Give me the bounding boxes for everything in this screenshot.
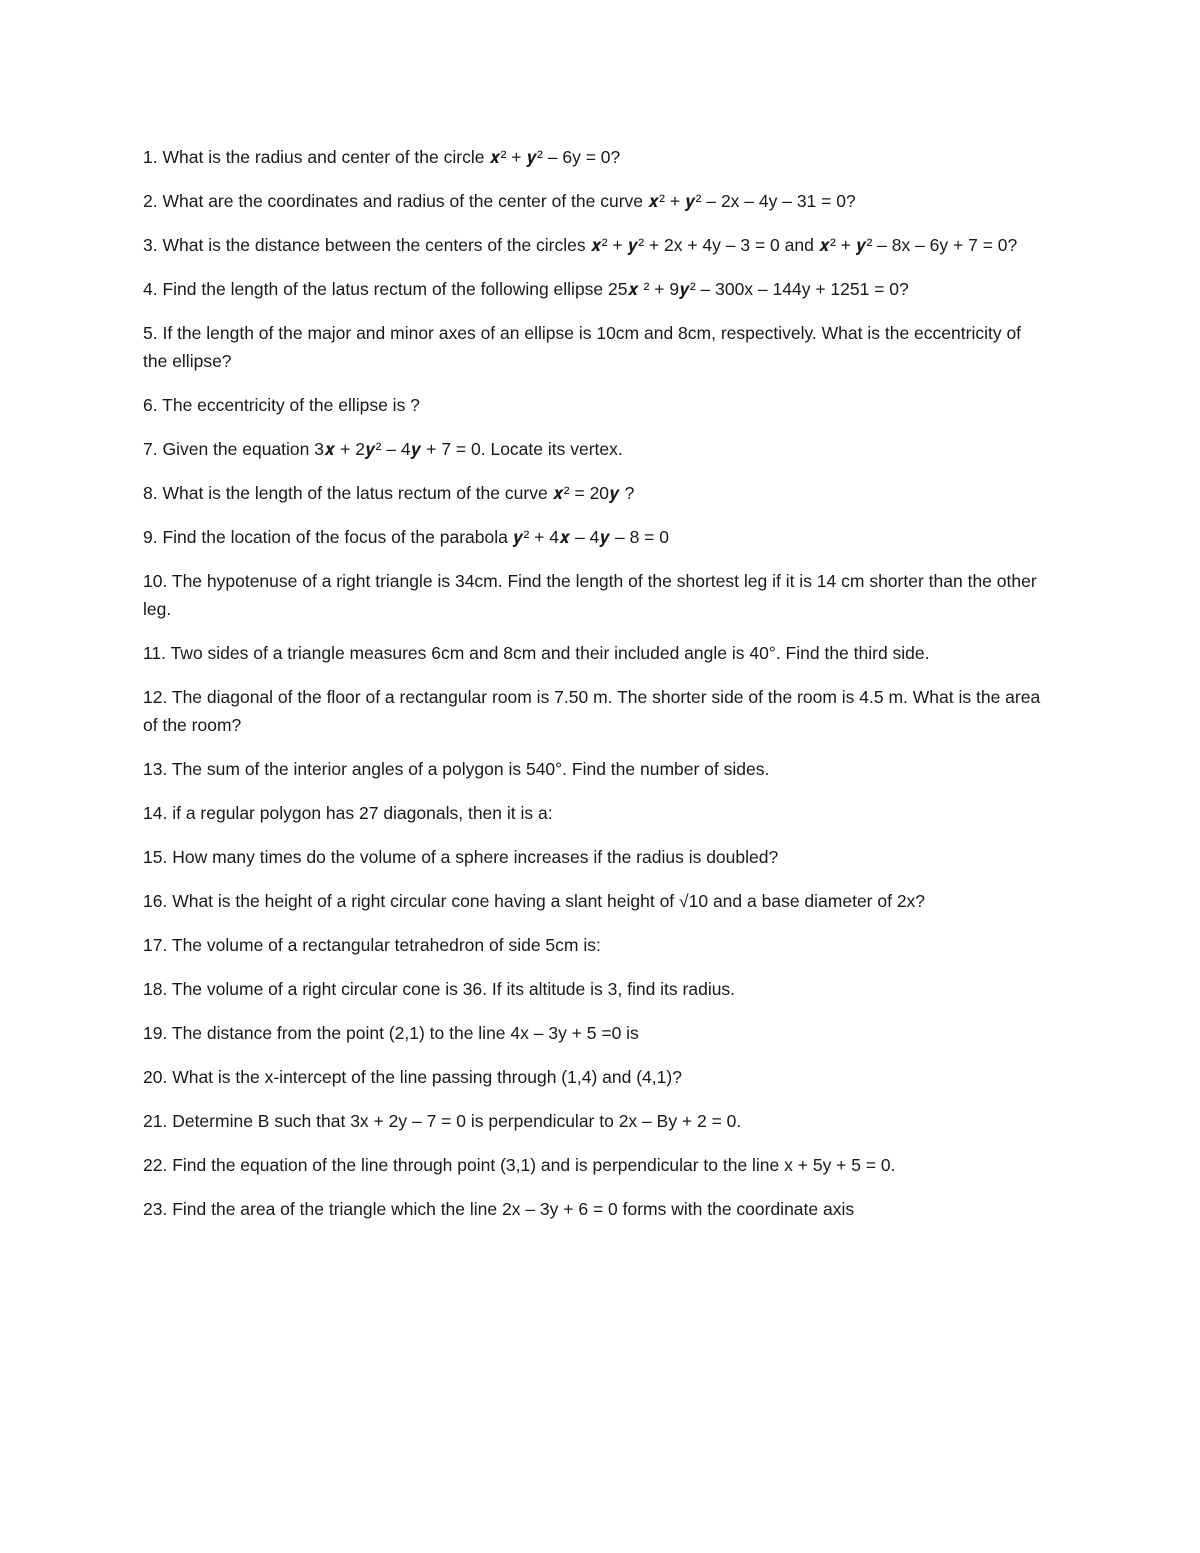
question-number: 4. xyxy=(143,279,158,299)
question-number: 7. xyxy=(143,439,158,459)
question-text: How many times do the volume of a sphere increases if the radius is doubled? xyxy=(172,847,779,867)
question-number: 18. xyxy=(143,979,168,999)
question-text: What is the height of a right circular cone having a slant height of √10 and a base diameter of 2x? xyxy=(172,891,926,911)
question-item xyxy=(143,479,1048,507)
question-text: What is the x-intercept of the line passing through (1,4) and (4,1)? xyxy=(172,1067,682,1087)
question-item xyxy=(143,143,1048,171)
question-text: The eccentricity of the ellipse is ? xyxy=(162,395,420,415)
question-number: 16. xyxy=(143,891,168,911)
question-text: What are the coordinates and radius of the center of the curve 𝒙² + 𝒚² – 2x – 4y – 31 = 0? xyxy=(162,191,856,211)
question-number: 13. xyxy=(143,759,168,779)
question-item xyxy=(143,231,1048,259)
question-text: The hypotenuse of a right triangle is 34cm. Find the length of the shortest leg if it is 14 cm shorter than the other leg. xyxy=(143,571,1037,619)
question-text: What is the length of the latus rectum of the curve 𝒙² = 20𝒚 ? xyxy=(162,483,635,503)
question-number: 10. xyxy=(143,571,168,591)
question-text: The volume of a rectangular tetrahedron of side 5cm is: xyxy=(171,935,601,955)
question-list xyxy=(143,143,1048,1239)
question-item xyxy=(143,275,1048,303)
question-text: What is the radius and center of the circle 𝒙² + 𝒚² – 6y = 0? xyxy=(162,147,621,167)
question-number: 6. xyxy=(143,395,158,415)
question-text: What is the distance between the centers of the circles 𝒙² + 𝒚² + 2x + 4y – 3 = 0 and 𝒙² + 𝒚² – 8x – 6y + 7 = 0? xyxy=(162,235,1018,255)
question-item xyxy=(143,435,1048,463)
question-item xyxy=(143,523,1048,551)
question-text: if a regular polygon has 27 diagonals, then it is a: xyxy=(172,803,553,823)
question-text: The volume of a right circular cone is 36. If its altitude is 3, find its radius. xyxy=(171,979,736,999)
question-text: Find the equation of the line through point (3,1) and is perpendicular to the line x + 5y + 5 = 0. xyxy=(172,1155,896,1175)
question-number: 3. xyxy=(143,235,158,255)
question-text: The sum of the interior angles of a polygon is 540°. Find the number of sides. xyxy=(171,759,770,779)
question-item xyxy=(143,639,1048,667)
question-number: 8. xyxy=(143,483,158,503)
question-number: 21. xyxy=(143,1111,168,1131)
question-number: 2. xyxy=(143,191,158,211)
question-number: 14. xyxy=(143,803,168,823)
question-item xyxy=(143,567,1048,623)
question-text: Find the length of the latus rectum of the following ellipse 25𝒙 ² + 9𝒚² – 300x – 144y + 1251 = 0? xyxy=(162,279,909,299)
question-item xyxy=(143,683,1048,739)
question-item xyxy=(143,975,1048,1003)
question-number: 9. xyxy=(143,527,158,547)
question-text: Determine B such that 3x + 2y – 7 = 0 is perpendicular to 2x – By + 2 = 0. xyxy=(172,1111,742,1131)
question-number: 23. xyxy=(143,1199,168,1219)
question-number: 15. xyxy=(143,847,168,867)
question-number: 20. xyxy=(143,1067,168,1087)
question-item xyxy=(143,1107,1048,1135)
question-text: Find the location of the focus of the parabola 𝒚² + 4𝒙 – 4𝒚 – 8 = 0 xyxy=(162,527,669,547)
question-item xyxy=(143,1195,1048,1223)
question-text: Two sides of a triangle measures 6cm and 8cm and their included angle is 40°. Find the third side. xyxy=(170,643,930,663)
question-item xyxy=(143,755,1048,783)
question-item xyxy=(143,887,1048,915)
question-item xyxy=(143,931,1048,959)
question-item xyxy=(143,1019,1048,1047)
question-number: 5. xyxy=(143,323,158,343)
question-number: 1. xyxy=(143,147,158,167)
question-number: 12. xyxy=(143,687,168,707)
question-text: Find the area of the triangle which the line 2x – 3y + 6 = 0 forms with the coordinate axis xyxy=(172,1199,855,1219)
question-text: The diagonal of the floor of a rectangular room is 7.50 m. The shorter side of the room is 4.5 m. What is the area of the room? xyxy=(143,687,1041,735)
question-text: Given the equation 3𝒙 + 2𝒚² – 4𝒚 + 7 = 0. Locate its vertex. xyxy=(162,439,623,459)
question-item xyxy=(143,799,1048,827)
question-number: 17. xyxy=(143,935,168,955)
question-item xyxy=(143,391,1048,419)
question-number: 19. xyxy=(143,1023,168,1043)
question-text: The distance from the point (2,1) to the line 4x – 3y + 5 =0 is xyxy=(171,1023,639,1043)
question-item xyxy=(143,319,1048,375)
question-item xyxy=(143,843,1048,871)
question-text: If the length of the major and minor axes of an ellipse is 10cm and 8cm, respectively. What is the eccentricity of the ellipse? xyxy=(143,323,1022,371)
question-number: 22. xyxy=(143,1155,168,1175)
question-item xyxy=(143,187,1048,215)
question-item xyxy=(143,1063,1048,1091)
question-number: 11. xyxy=(143,643,167,663)
question-item xyxy=(143,1151,1048,1179)
